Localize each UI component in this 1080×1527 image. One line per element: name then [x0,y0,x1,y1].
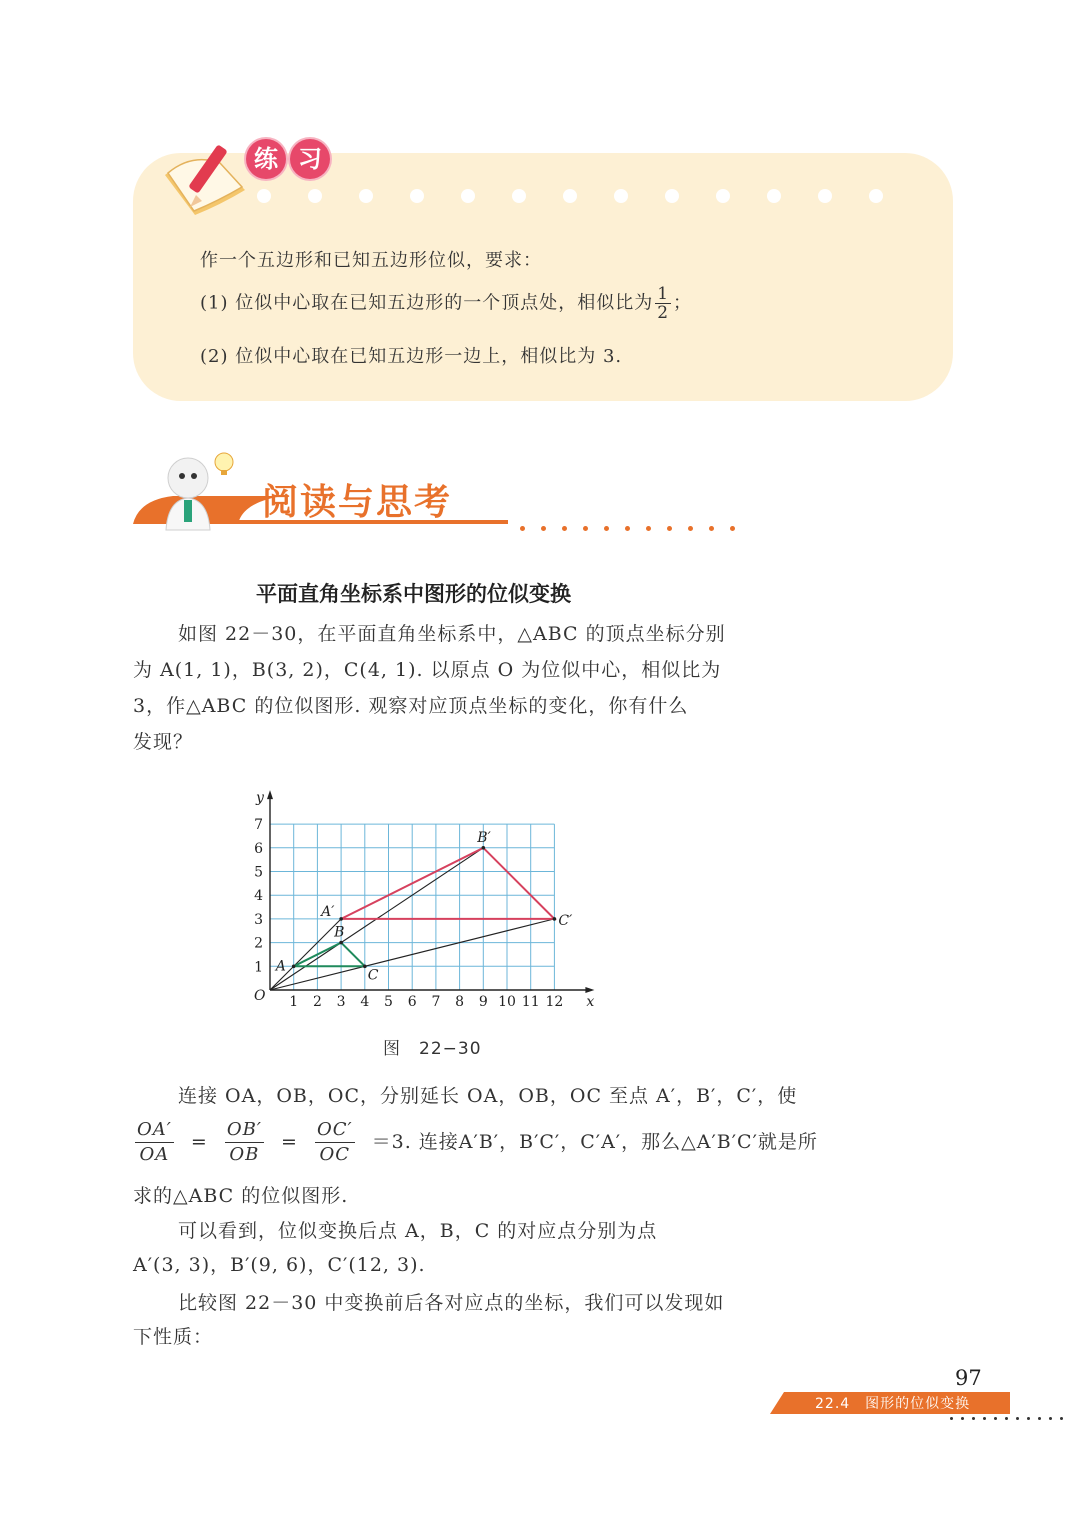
exercise-item-1-end: ； [673,292,693,314]
ratio-oa-den: OA [139,1144,170,1165]
exercise-intro: 作一个五边形和已知五边形位似，要求： [200,250,542,271]
equals-sign-2: = [280,1130,298,1153]
x-tick-label: 1 [289,994,299,1010]
figure-point-labels [274,830,573,984]
paragraph-1-line-1: 如图 22－30，在平面直角坐标系中，△ABC 的顶点坐标分别 [178,623,726,645]
y-tick-label: 6 [254,840,263,857]
paragraph-4-line-2: 下性质： [133,1326,214,1348]
figure-grid [270,824,554,990]
x-tick-label: 10 [498,994,516,1010]
footer-section-label: 22.4 图形的位似变换 [815,1396,971,1412]
exercise-item-2: (2) 位似中心取在已知五边形一边上，相似比为 3. [200,346,623,367]
fraction-denominator: 2 [657,303,670,323]
x-tick-label: 9 [478,994,488,1010]
y-tick-label: 3 [254,911,263,928]
thinking-person-icon [148,448,243,538]
x-tick-label: 7 [431,994,441,1010]
ratio-oa [135,1118,174,1167]
point-marker [292,965,296,969]
reading-dot-row [520,526,740,532]
point-marker [339,941,343,945]
y-tick-label: 4 [254,888,263,905]
figure-ticks [254,790,594,1010]
point-marker [363,965,367,969]
x-tick-label: 6 [407,994,417,1010]
point-label: B′ [477,829,491,846]
paragraph-2-line-2 [133,1118,818,1167]
paragraph-3-line-1: 可以看到，位似变换后点 A，B，C 的对应点分别为点 [178,1220,658,1242]
exercise-fraction [655,285,671,322]
x-tick-label: 8 [455,994,465,1010]
x-axis-label: x [586,994,595,1010]
paragraph-3-line-2: A′(3, 3)，B′(9, 6)，C′(12, 3). [133,1254,426,1276]
x-tick-label: 11 [521,994,540,1010]
figure-axes [267,790,594,993]
x-tick-label: 4 [360,994,370,1010]
ratio-oc-num: OC′ [315,1118,355,1143]
y-tick-label: 2 [254,935,263,952]
y-tick-label: 5 [254,864,263,881]
origin-label: O [254,988,266,1004]
practice-badge-char-2: 习 [290,139,330,179]
exercise-item-1 [200,285,692,322]
reading-header-title: 阅读与思考 [262,482,453,523]
y-tick-label: 7 [254,817,263,834]
dot-row [257,189,920,203]
paragraph-4-line-1: 比较图 22－30 中变换前后各对应点的坐标，我们可以发现如 [178,1292,725,1314]
ratio-ob-den: OB [229,1144,260,1165]
triangle-abc [294,943,365,967]
fraction-numerator: 1 [657,284,670,304]
point-marker [553,917,557,921]
x-axis-arrow [585,987,594,993]
point-label: B [334,924,345,941]
x-tick-label: 12 [545,994,564,1010]
footer-dot-row [950,1417,1075,1421]
equals-sign-1: = [190,1130,208,1153]
x-tick-label: 3 [336,994,346,1010]
exercise-item-1-text: (1) 位似中心取在已知五边形的一个顶点处，相似比为 [200,292,654,314]
figure-caption: 图 22−30 [383,1039,482,1059]
ratio-oa-num: OA′ [135,1118,174,1143]
paragraph-2-line-2-rest: ＝3. 连接A′B′，B′C′，C′A′，那么△A′B′C′就是所 [371,1130,818,1153]
ratio-ob-num: OB′ [225,1118,264,1143]
paragraph-1-line-4: 发现？ [133,731,194,753]
coordinate-figure [240,775,610,1015]
y-axis-arrow [267,790,273,799]
practice-scroll-icon [150,135,260,220]
point-marker [482,846,486,850]
practice-badge-char-1: 练 [246,139,286,179]
paragraph-1-line-3: 3，作△ABC 的位似图形. 观察对应顶点坐标的变化，你有什么 [133,695,689,717]
point-label: A′ [321,903,335,920]
y-axis-label: y [256,790,264,807]
point-marker [339,917,343,921]
section-title: 平面直角坐标系中图形的位似变换 [256,582,571,606]
triangle-abc-prime [341,848,554,919]
paragraph-1-line-2: 为 A(1, 1)，B(3, 2)，C(4, 1). 以原点 O 为位似中心，相似比为 [133,659,722,681]
page-number: 97 [955,1366,982,1390]
point-label: C [367,967,379,984]
x-tick-label: 5 [384,994,393,1010]
ratio-oc [315,1118,355,1167]
ray-line [270,919,341,990]
y-tick-label: 1 [254,959,263,976]
point-label: A [275,958,286,975]
x-tick-label: 2 [312,994,322,1010]
paragraph-2-line-1: 连接 OA，OB，OC，分别延长 OA，OB，OC 至点 A′，B′，C′，使 [178,1085,798,1107]
ratio-oc-den: OC [319,1144,351,1165]
point-label: C′ [558,912,573,929]
paragraph-2-line-3: 求的△ABC 的位似图形. [133,1185,349,1207]
ratio-ob [225,1118,264,1167]
